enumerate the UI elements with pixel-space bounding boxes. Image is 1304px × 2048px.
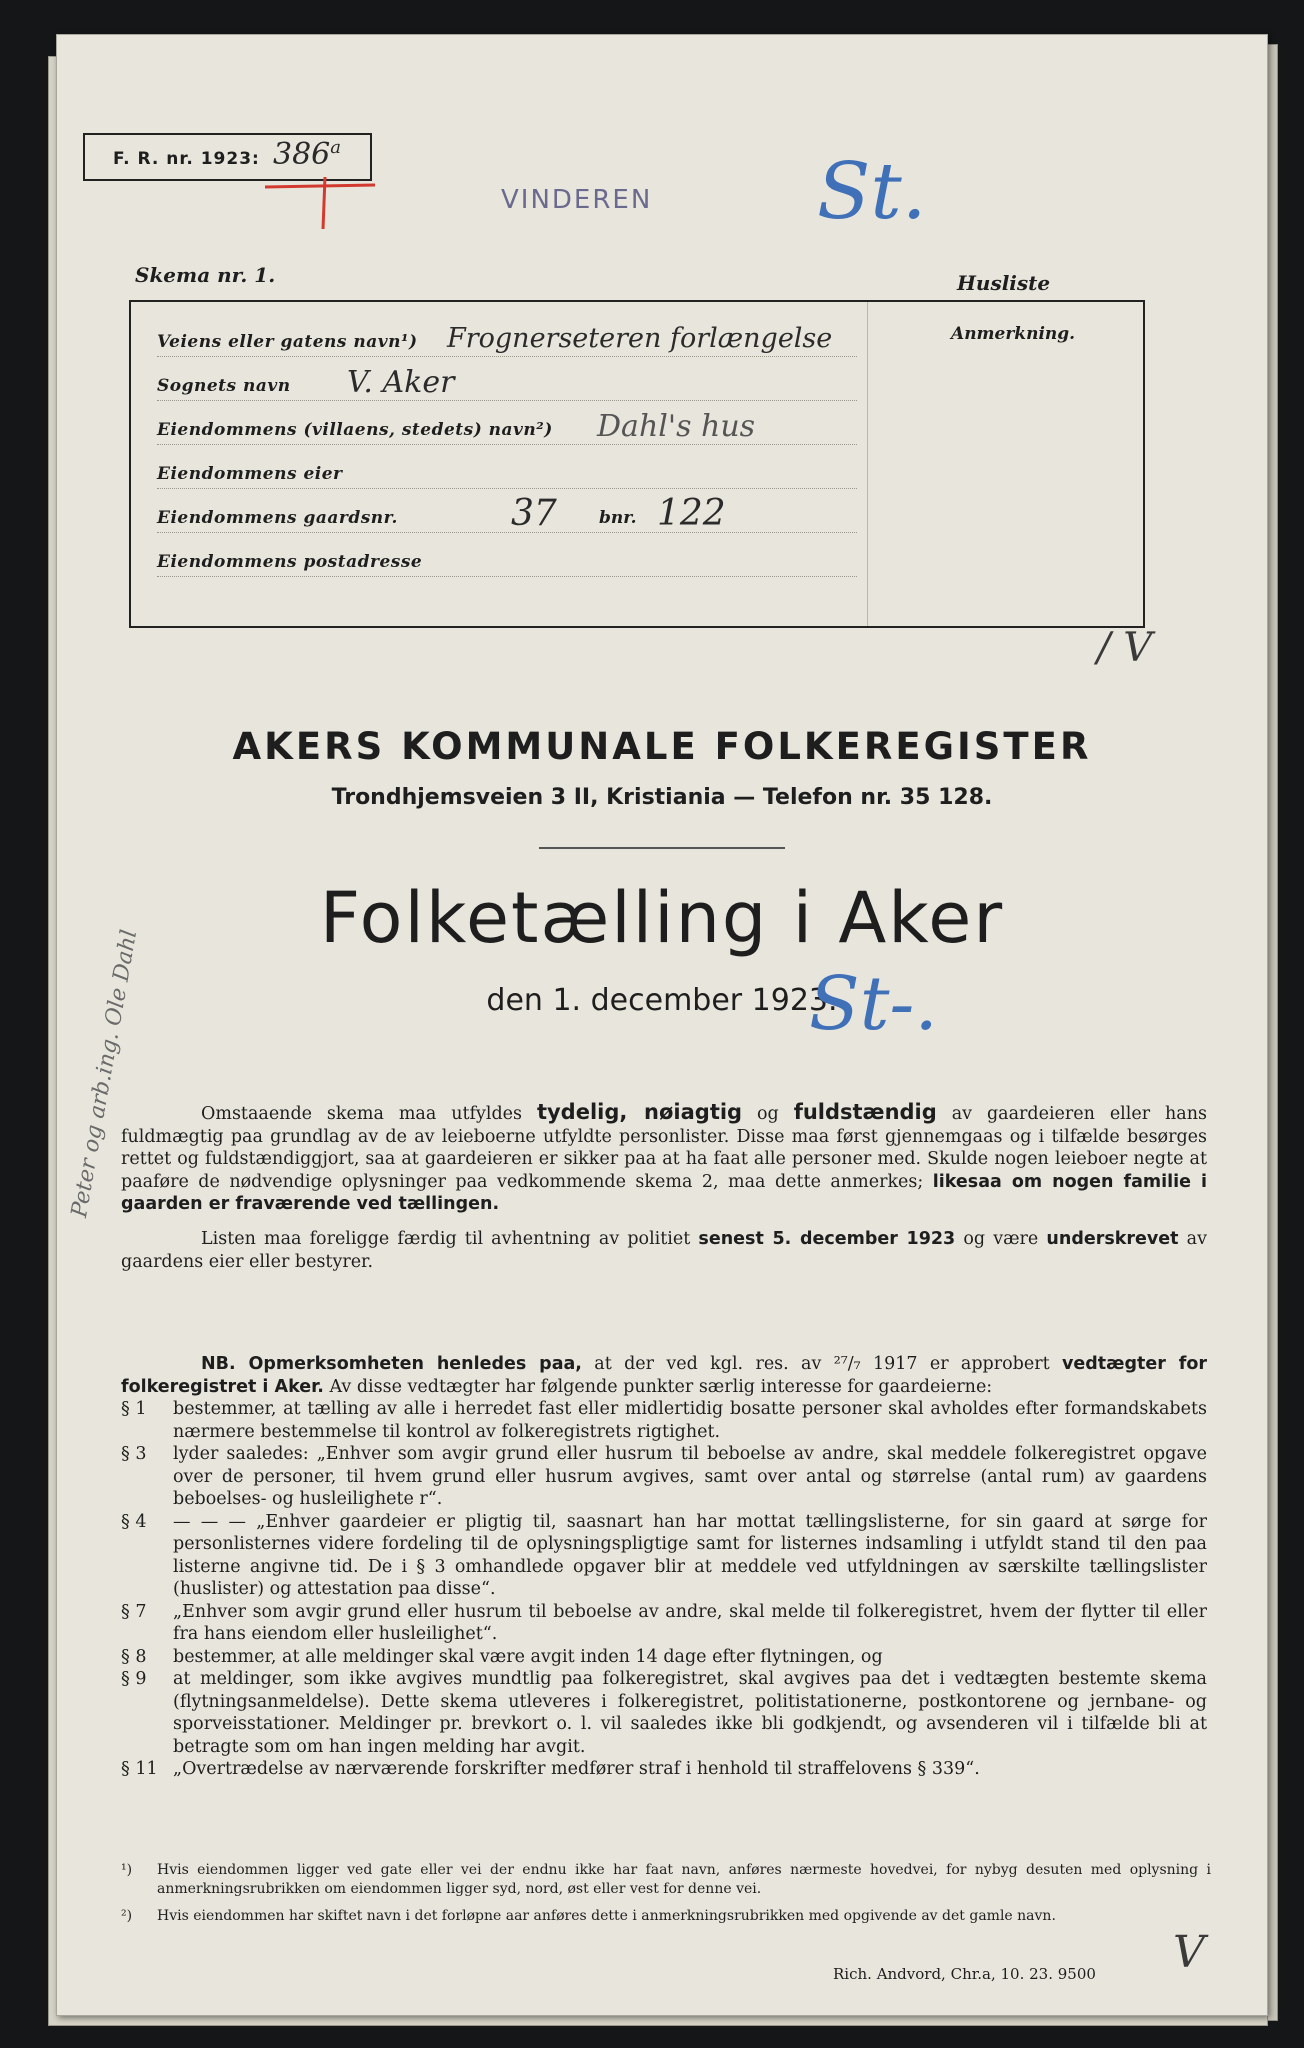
- form-label-owner: Eiendommens eier: [157, 464, 343, 484]
- statute-11: [121, 1758, 1207, 1781]
- form-row-gaardsnr: [157, 492, 857, 533]
- intro-text-d: av gaardeieren eller hans fuldmægtig paa grundlag av de av leieboerne utfyldte personlister. Disse maa først gjennemgaas og i tilfælde besørges rettet og fuldstændiggjort, saa at gaardeieren er sikker paa at ha faat alle personer med. Skulde nogen leieboer negte at paaføre de nødvendige oplysninger paa vedkommende skema 2, maa dette anmerkes;: [121, 1104, 1207, 1192]
- deadline-paragraph: [121, 1228, 1207, 1273]
- form-label-gaardsnr: Eiendommens gaardsnr.: [157, 508, 398, 528]
- statute-text: — — — „Enhver gaardeier er pligtig til, saasnart han har mottat tællingslisterne, for sin gaard at sørge for personlisternes videre fordeling til de oplysningspligtige samt for listernes indsamling i utfyldt stand til den paa listerne angivne tid. De i § 3 omhandlede opgaver blir at meddele ved utfyldningen av særskilte tællingslister (huslister) og attestation paa disse“.: [173, 1511, 1207, 1599]
- form-label-street: Veiens eller gatens navn¹): [157, 332, 418, 352]
- statute-text: „Overtrædelse av nærværende forskrifter medfører straf i henhold til straffelovens § 339“.: [173, 1759, 980, 1779]
- red-cross-mark: [263, 173, 383, 233]
- statute-number: § 4: [121, 1511, 147, 1532]
- statute-text: bestemmer, at tælling av alle i herredet fast eller midlertidig bosatte personer skal avholdes efter formandskabets nærmere bestemmelse til kontrol av folkeregistrets rigtighet.: [173, 1399, 1207, 1442]
- form-row-owner: [157, 448, 857, 489]
- census-date: den 1. december 1923.: [486, 983, 838, 1018]
- statute-text: bestemmer, at alle meldinger skal være avgit inden 14 dage efter flytningen, og: [173, 1646, 883, 1667]
- form-value-street: Frognerseteren forlængelse: [447, 323, 833, 354]
- intro-paragraph: [121, 1101, 1207, 1216]
- nb-text-d: Av disse vedtægter har følgende punkter særlig interesse for gaardeierne:: [323, 1376, 993, 1397]
- fr-number-digits: 386: [273, 137, 331, 172]
- form-row-property-name: [157, 404, 857, 445]
- statute-number: § 1: [121, 1399, 147, 1419]
- deadline-date: senest 5. december 1923: [698, 1229, 956, 1249]
- form-row-postal: [157, 536, 857, 577]
- footnote-number: ²): [121, 1908, 133, 1924]
- form-label-property-name: Eiendommens (villaens, stedets) navn²): [157, 420, 553, 440]
- intro-emphasis-absent: likesaa om nogen familie i gaarden er fraværende ved tællingen.: [121, 1171, 1207, 1214]
- statute-7: [121, 1601, 1207, 1646]
- fr-number-label: F. R. nr. 1923:: [113, 149, 260, 169]
- form-value-gaardsnr: 37: [511, 493, 557, 534]
- nb-text-b: at der ved kgl. res. av ²⁷/₇ 1917 er approbert: [581, 1354, 1062, 1374]
- skema-number: Skema nr. 1.: [135, 263, 276, 287]
- census-title: Folketælling i Aker: [319, 877, 1005, 959]
- anmerkning-divider: [867, 302, 868, 626]
- form-value-parish: V. Aker: [347, 365, 455, 400]
- title-rule: [539, 847, 785, 849]
- statute-number: § 7: [121, 1601, 147, 1622]
- form-label-bnr: bnr.: [599, 508, 637, 528]
- vinderen-stamp: VINDEREN: [501, 185, 653, 215]
- margin-handwritten-note: Peter og arb.ing. Ole Dahl: [67, 927, 143, 1220]
- nb-heading: NB. Opmerksomheten henledes paa,: [201, 1354, 582, 1374]
- statute-number: § 11: [121, 1759, 158, 1779]
- statute-text: at meldinger, som ikke avgives mundtlig paa folkeregistret, skal avgives paa det i vedtægten bestemte skema (flytningsanmeldelse). Dette skema utleveres i folkeregistret, politistationerne, postkontorene og jernbane- og sporveisstationer. Meldinger pr. brevkort o. l. vil saaledes ikke bli godkjendt, og avsenderen vil i tilfælde bli at betragte som om han ingen melding har avgit.: [173, 1669, 1207, 1757]
- statute-9: [121, 1668, 1207, 1758]
- nb-section: [121, 1353, 1207, 1781]
- form-row-parish: [157, 360, 857, 401]
- statute-1: [121, 1398, 1207, 1443]
- bottom-check-mark: V: [1173, 1927, 1205, 1978]
- form-row-street: [157, 316, 857, 357]
- deadline-text-a: Listen maa foreligge færdig til avhentning av politiet: [201, 1229, 699, 1249]
- form-label-parish: Sognets navn: [157, 376, 291, 396]
- statute-number: § 9: [121, 1669, 147, 1689]
- fr-number-value: [273, 137, 341, 172]
- statute-text: „Enhver som avgir grund eller husrum til beboelse av andre, skal melde til folkeregistret, hvem der flytter til eller fra hans eiendom eller husleilighet“.: [173, 1601, 1207, 1644]
- intro-emphasis-precise: tydelig, nøiagtig: [536, 1100, 743, 1124]
- statute-text: lyder saaledes: „Enhver som avgir grund eller husrum til beboelse av andre, skal meddele folkeregistret opgave over de personer, til hvem grund eller husrum avgives, samt over antal og størrelse (antal rum) av gaardens beboelses- og husleilighete r“.: [173, 1444, 1207, 1509]
- statute-number: § 8: [121, 1646, 147, 1667]
- blue-st-mark-top: St.: [817, 147, 927, 237]
- statute-3: [121, 1443, 1207, 1511]
- corner-check-mark: / V: [1097, 625, 1153, 671]
- statute-number: § 3: [121, 1444, 147, 1464]
- footnote-1: [121, 1861, 1211, 1899]
- fr-number-suffix: a: [330, 137, 341, 158]
- intro-emphasis-complete: fuldstændig: [793, 1100, 937, 1124]
- footnote-text: Hvis eiendommen har skiftet navn i det forløpne aar anføres dette i anmerkningsrubrikken med opgivende av det gamle navn.: [157, 1908, 1056, 1924]
- document-page: [56, 34, 1268, 2016]
- deadline-text-e: av gaardens eier eller bestyrer.: [121, 1229, 1207, 1272]
- form-label-postal: Eiendommens postadresse: [157, 552, 423, 572]
- nb-statutes: vedtægter for folkeregistret i Aker.: [121, 1354, 1207, 1397]
- form-value-bnr: 122: [657, 493, 726, 534]
- intro-text-c: og: [742, 1104, 794, 1124]
- footnote-2: [121, 1907, 1211, 1926]
- anmerkning-label: Anmerkning.: [951, 324, 1076, 344]
- form-value-property-name: Dahl's hus: [597, 409, 756, 444]
- intro-text-a: Omstaaende skema maa utfyldes: [201, 1104, 537, 1124]
- husliste-label: Husliste: [957, 271, 1051, 295]
- statute-8: [121, 1646, 1207, 1669]
- property-form: [129, 300, 1145, 628]
- organization-title: AKERS KOMMUNALE FOLKEREGISTER: [232, 725, 1092, 768]
- deadline-text-c: og være: [955, 1229, 1047, 1249]
- footnote-text: Hvis eiendommen ligger ved gate eller vei der endnu ikke har faat navn, anføres nærmeste hovedvei, for nybyg desuten med oplysning i anmerkningsrubrikken om eiendommen ligger syd, nord, øst eller vest for denne vei.: [157, 1862, 1211, 1897]
- deadline-signed: underskrevet: [1046, 1229, 1179, 1249]
- printer-imprint: Rich. Andvord, Chr.a, 10. 23. 9500: [833, 1965, 1096, 1983]
- statute-4: [121, 1511, 1207, 1601]
- organization-address: Trondhjemsveien 3 II, Kristiania — Telefon nr. 35 128.: [331, 785, 993, 810]
- footnote-number: ¹): [121, 1862, 133, 1878]
- blue-st-mark-middle: St-.: [809, 961, 938, 1047]
